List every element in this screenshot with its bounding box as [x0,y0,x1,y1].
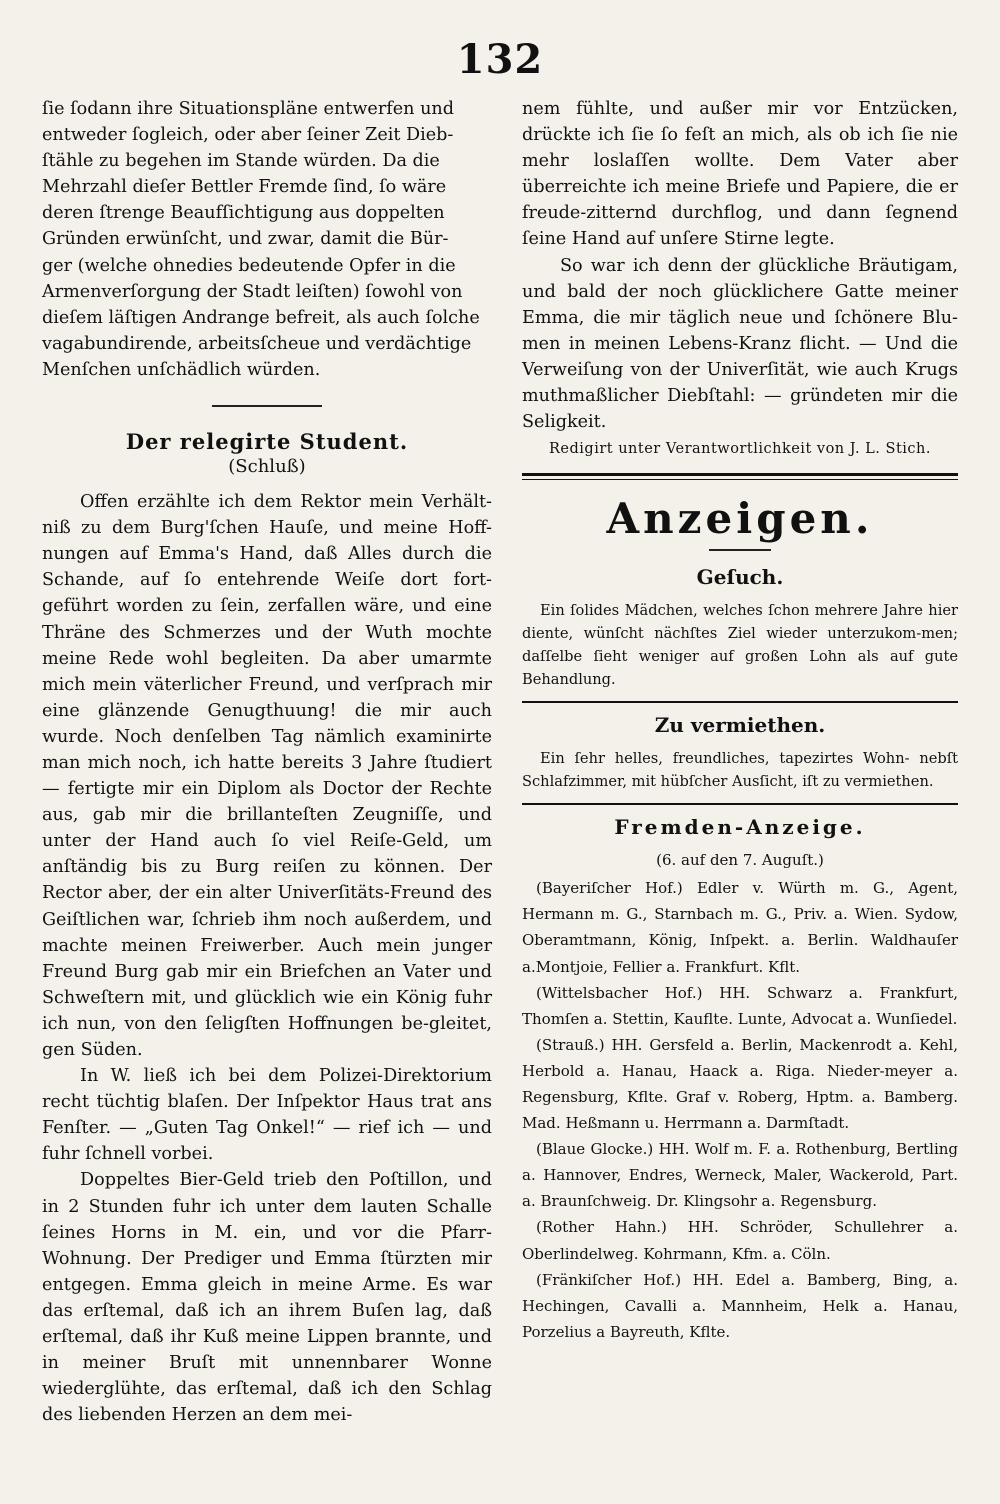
editor-credit: Redigirt unter Verantwortlichkeit von J. L. Stich. [549,441,931,458]
hotel-entry: (Rother Hahn.) HH. Schröder, Schullehrer a. Oberlindelweg. Kohrmann, Kfm. a. Cöln. [522,1218,958,1263]
fremden-heading: Fremden-Anzeige. [614,815,866,840]
hotel-entry: (Fränkiſcher Hof.) HH. Edel a. Bamberg, Bing, a. Hechingen, Cavalli a. Mannheim, Helk a. Hanau, Porzelius a Bayreuth, Kflte. [522,1270,958,1341]
ad-divider [522,803,958,805]
text-line: Armenverſorgung der Stadt leiſten) ſowohl von [42,281,463,302]
text-line: ger (welche ohnedies bedeutende Opfer in die [42,255,456,276]
ads-title: Anzeigen. [606,494,874,544]
text-line: ſie ſodann ihre Situationspläne entwerfen und [42,99,455,119]
story-paragraph: In W. ließ ich bei dem Polizei-Direktorium recht tüchtig blaſen. Der Inſpektor Haus trat ans Fenſter. — „Guten Tag Onkel!“ — rief ich — und fuhr ſchnell vorbei. [42,1066,492,1165]
text-line: vagabundirende, arbeitsſcheue und verdächtige [42,333,472,354]
ad-heading-vermiethen: Zu vermiethen. [654,713,826,738]
page-number: 132 [456,36,544,83]
text-line: ſtähle zu begehen im Stande würden. Da die [42,151,440,172]
text-line: Gründen erwünſcht, und zwar, damit die Bür- [42,229,449,250]
ad-divider [522,701,958,703]
hotel-entry: (Bayeriſcher Hof.) Edler v. Würth m. G., Agent, Hermann m. G., Starnbach m. G., Priv. a. Wien. Sydow, Oberamtmann, König, Inſpekt. a. Berlin. Waldhauſer a.Montjoie, Fellier a. Frankfurt. Kflt. [522,879,958,976]
story-paragraph: Offen erzählte ich dem Rektor mein Verhält-niß zu dem Burg'ſchen Hauſe, und meine Hoff-nungen auf Emma's Hand, daß Alles durch die Schande, auf ſo entehrende Weiſe dort fort-geführt worden zu ſein, zerfallen wäre, und eine Thräne des Schmerzes und der Wuth mochte meine Rede wohl begleiten. Da aber umarmte mich mein väterlicher Freund, und verſprach mir eine glänzende Genugthuung! die mir auch wurde. Noch denſelben Tag nämlich examinirte man mich noch, ich hatte bereits 3 Jahre ſtudiert — fertigte mir ein Diplom als Doctor der Rechte aus, gab mir die brillanteſten Zeugniſſe, und unter der Hand auch ſo viel Reiſe-Geld, um anſtändig bis zu Burg reiſen zu können. Der Rector aber, der ein alter Univerſitäts-Freund des Geiſtlichen war, ſchrieb ihm noch außerdem, und machte meinen Freiwerber. Auch mein junger Freund Burg gab mir ein Briefchen an Vater und Schweſtern mit, und glücklich wie ein König fuhr ich nun, von den ſeligſten Hoffnungen be-gleitet, gen Süden. [42,492,492,1060]
intro-block [42,96,492,383]
text-line: entweder ſogleich, oder aber ſeiner Zeit Dieb- [42,125,454,146]
text-line: dieſem läſtigen Andrange befreit, als auch ſolche [42,307,480,328]
story-paragraph: So war ich denn der glückliche Bräutigam, und bald der noch glücklichere Gatte meiner Emma, die mir täglich neue und ſchönere Blu-men in meinen Lebens-Kranz flicht. — Und die Verweiſung von der Univerſität, wie auch Krugs muthmaßlicher Diebſtahl: — gründeten mir die Seligkeit. [522,255,958,433]
section-divider [522,473,958,480]
right-column [522,96,958,1345]
story-paragraph: Doppeltes Bier-Geld trieb den Poſtillon, und in 2 Stunden fuhr ich unter dem lauten Schalle ſeines Horns in M. ein, und vor die Pfarr-Wohnung. Der Prediger und Emma ſtürzten mir entgegen. Emma gleich in meine Arme. Es war das erſtemal, daß ich an ihrem Buſen lag, daß erſtemal, daß ihr Kuß meine Lippen brannte, und in meiner Bruſt mit unnennbarer Wonne wiederglühte, das erſtemal, daß ich den Schlag des liebenden Herzen an dem mei- [42,1170,492,1426]
story-paragraph: nem fühlte, und außer mir vor Entzücken, drückte ich ſie ſo feſt an mich, als ob ich ſie nie mehr loslaſſen wollte. Dem Vater aber überreichte ich meine Briefe und Papiere, die er freude-zitternd durchflog, und dann ſegnend ſeine Hand auf unſere Stirne legte. [522,99,958,250]
hotel-entry: (Strauß.) HH. Gersfeld a. Berlin, Mackenrodt a. Kehl, Herbold a. Hanau, Haack a. Riga. Nieder-meyer a. Regensburg, Kflte. Graf v. Roberg, Hptm. a. Bamberg. Mad. Heßmann u. Herrmann a. Darmſtadt. [522,1035,958,1133]
text-line: Mehrzahl dieſer Bettler Fremde ſind, ſo wäre [42,177,447,198]
hotel-entry: (Wittelsbacher Hof.) HH. Schwarz a. Frankfurt, Thomſen a. Stettin, Kaufltе. Lunte, Advocat a. Wunſiedel. [522,983,958,1028]
left-column [42,96,492,1428]
story-title: Der relegirte Student. [125,429,409,455]
fremden-date: (6. auf den 7. Auguſt.) [656,851,824,870]
story-subtitle: (Schluß) [228,456,306,478]
ad-text-vermiethen: Ein ſehr helles, freundliches, tapezirtes Wohn- nebſt Schlafzimmer, mit hübſcher Ausſicht, iſt zu vermiethen. [522,750,958,791]
ad-text-gesuch: Ein ſolides Mädchen, welches ſchon mehrere Jahre hier diente, wünſcht nächſtes Ziel wieder unterzukom-men; daſſelbe ſieht weniger auf großen Lohn als auf gute Behandlung. [522,602,958,689]
text-line: deren ſtrenge Beaufſichtigung aus doppelten [42,203,445,224]
text-line: Menſchen unſchädlich würden. [42,359,321,380]
section-divider [212,405,322,407]
ad-heading-gesuch: Geſuch. [696,565,784,590]
title-divider [709,549,771,551]
hotel-entry: (Blaue Glocke.) HH. Wolf m. F. a. Rothenburg, Bertling a. Hannover, Endres, Werneck, Maler, Wackerold, Part. a. Braunſchweig. Dr. Klingsohr a. Regensburg. [522,1140,958,1211]
